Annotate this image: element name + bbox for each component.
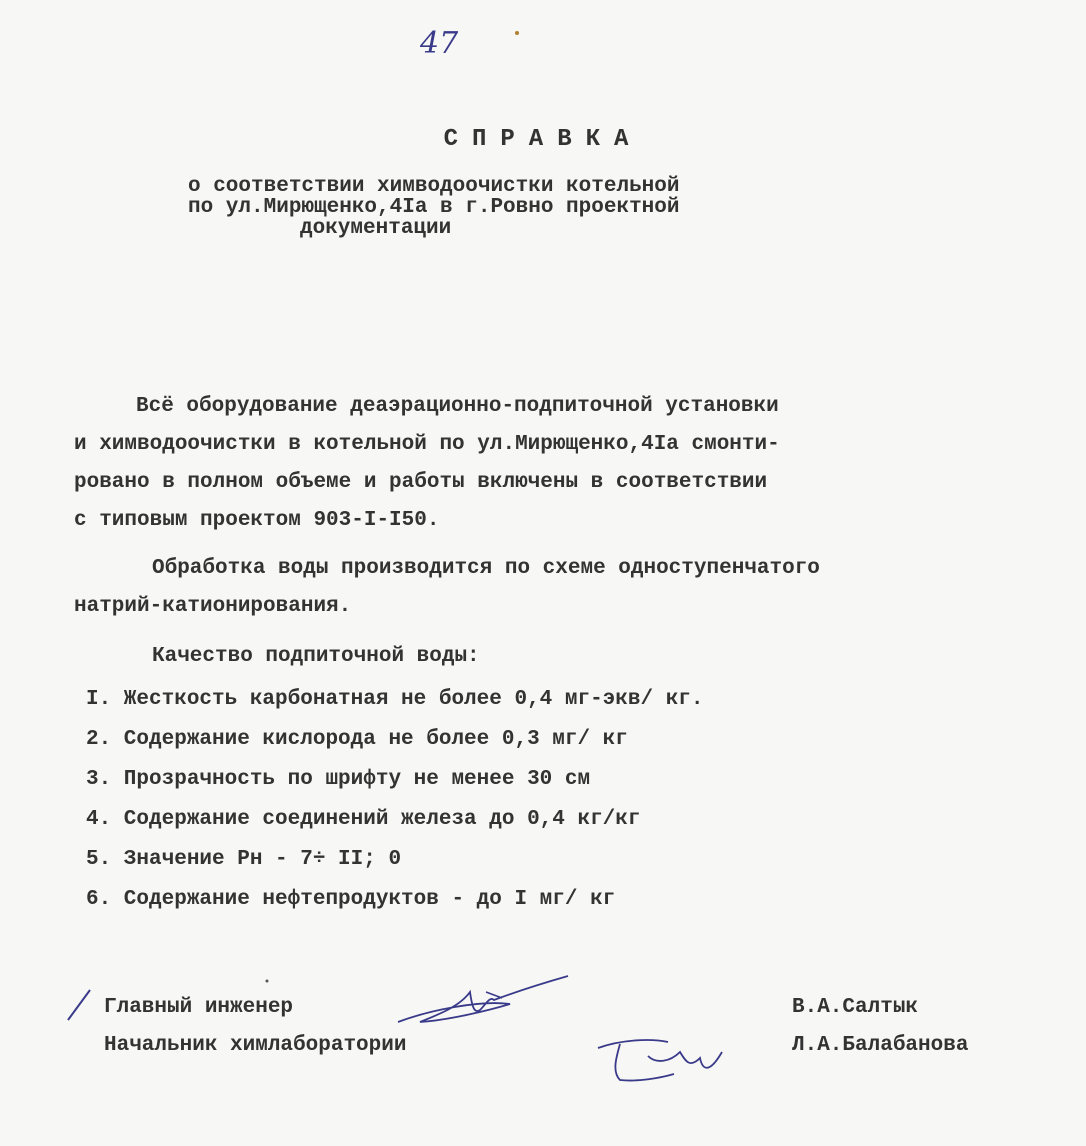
paragraph-line: Всё оборудование деаэрационно-подпиточной установки (136, 395, 779, 418)
ink-dot-icon (264, 978, 270, 984)
pen-slash-mark-icon (64, 988, 94, 1024)
ink-dot-icon (514, 30, 520, 36)
archive-number: 47 (420, 26, 459, 61)
paragraph-line: и химводоочистки в котельной по ул.Мирющенко,4Iа смонти- (74, 433, 780, 456)
signature-row (104, 1034, 1034, 1072)
signature-block (104, 996, 1034, 1072)
paragraph-line: натрий-катионирования. (74, 595, 352, 618)
quality-list (74, 680, 1014, 920)
list-item: 2. Содержание кислорода не более 0,3 мг/ кг (86, 728, 628, 751)
subtitle-line: о соответствии химводоочистки котельной (188, 175, 680, 198)
signer-position: Главный инженер (104, 996, 294, 1019)
list-item: 3. Прозрачность по шрифту не менее 30 см (86, 768, 591, 791)
signer-position: Начальник химлаборатории (104, 1034, 407, 1057)
subtitle-line: документации (300, 217, 452, 240)
list-item: 5. Значение Рн - 7÷ II; 0 (86, 848, 402, 871)
document-body (74, 388, 1014, 920)
list-item: 6. Содержание нефтепродуктов - до I мг/ кг (86, 888, 616, 911)
document-title: СПРАВКА (443, 126, 643, 153)
list-item: I. Жесткость карбонатная не более 0,4 мг-экв/ кг. (86, 688, 704, 711)
subtitle-line: по ул.Мирющенко,4Iа в г.Ровно проектной (188, 196, 680, 219)
signer-name: Л.А.Балабанова (792, 1034, 969, 1057)
signature-row (104, 996, 1034, 1034)
document-subtitle (188, 176, 828, 239)
quality-heading: Качество подпиточной воды: (152, 645, 480, 668)
signer-name: В.А.Салтык (792, 996, 919, 1019)
paragraph-line: ровано в полном объеме и работы включены в соответствии (74, 471, 768, 494)
paragraph-line: Обработка воды производится по схеме одноступенчатого (152, 557, 820, 580)
paragraph-line: с типовым проектом 903-I-I50. (74, 509, 440, 532)
list-item: 4. Содержание соединений железа до 0,4 кг/кг (86, 808, 641, 831)
paragraph-equipment (74, 388, 1014, 540)
paragraph-treatment (74, 550, 1014, 626)
